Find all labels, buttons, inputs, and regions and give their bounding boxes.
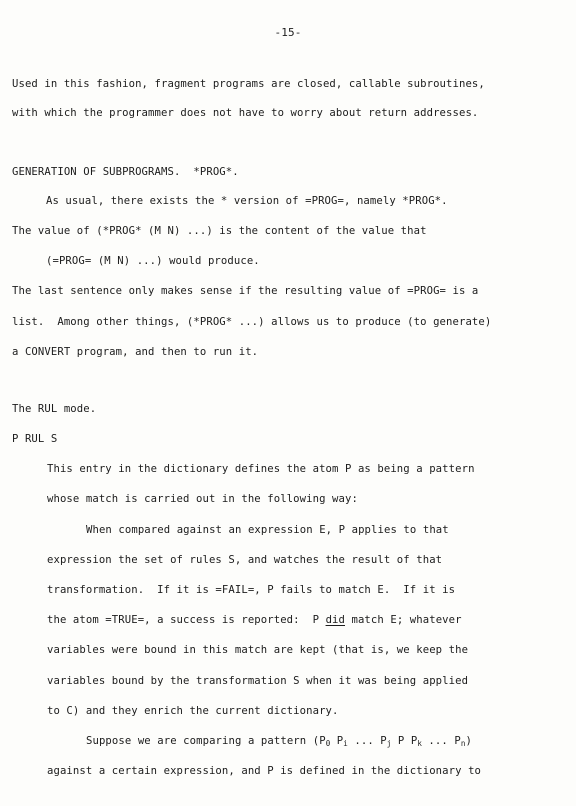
text-segment: ) <box>465 735 472 747</box>
text-line: When compared against an expression E, P applies to that <box>86 524 449 536</box>
text-line: against a certain expression, and P is defined in the dictionary to <box>47 765 482 777</box>
text-line-underlined <box>47 613 462 627</box>
subscript: k <box>417 739 422 748</box>
text-line: variables bound by the transformation S when it was being applied <box>47 675 469 687</box>
text-segment: ... P <box>347 735 387 747</box>
text-line: to C) and they enrich the current dictionary. <box>47 705 339 717</box>
text-line: a CONVERT program, and then to run it. <box>12 346 259 358</box>
text-line: (=PROG= (M N) ...) would produce. <box>46 255 260 267</box>
text-line: Used in this fashion, fragment programs are closed, callable subroutines, <box>12 78 485 90</box>
pattern-formula-line <box>86 734 472 748</box>
text-line: variables were bound in this match are kept (that is, we keep the <box>47 644 469 656</box>
subscript: j <box>386 739 392 748</box>
text-line: whose match is carried out in the following way: <box>47 493 358 505</box>
subscript: n <box>460 739 466 748</box>
text-line: expression the set of rules S, and watches the result of that <box>47 554 443 566</box>
section-heading: GENERATION OF SUBPROGRAMS. *PROG*. <box>12 166 239 178</box>
text-segment: the atom =TRUE=, a success is reported: P <box>47 614 326 626</box>
text-line: The value of (*PROG* (M N) ...) is the content of the value that <box>12 225 427 237</box>
page-number: -15- <box>274 26 302 39</box>
subscript: 0 <box>325 739 331 748</box>
text-segment: ... P <box>421 735 461 747</box>
subscript: i <box>343 739 348 748</box>
text-segment: match E; whatever <box>345 614 462 626</box>
definition-heading: P RUL S <box>12 433 58 445</box>
text-line: with which the programmer does not have to worry about return addresses. <box>12 107 479 119</box>
text-segment: P P <box>391 735 418 747</box>
underlined-word: did <box>325 614 345 626</box>
text-line: list. Among other things, (*PROG* ...) allows us to produce (to generate) <box>12 316 492 328</box>
text-segment: P <box>330 735 344 747</box>
text-line: transformation. If it is =FAIL=, P fails to match E. If it is <box>47 584 456 596</box>
text-line: The last sentence only makes sense if the resulting value of =PROG= is a <box>12 285 479 297</box>
text-segment: Suppose we are comparing a pattern (P <box>86 735 326 747</box>
section-heading: The RUL mode. <box>12 403 97 415</box>
text-line: This entry in the dictionary defines the atom P as being a pattern <box>47 463 475 475</box>
text-line: As usual, there exists the * version of =PROG=, namely *PROG*. <box>46 195 448 207</box>
